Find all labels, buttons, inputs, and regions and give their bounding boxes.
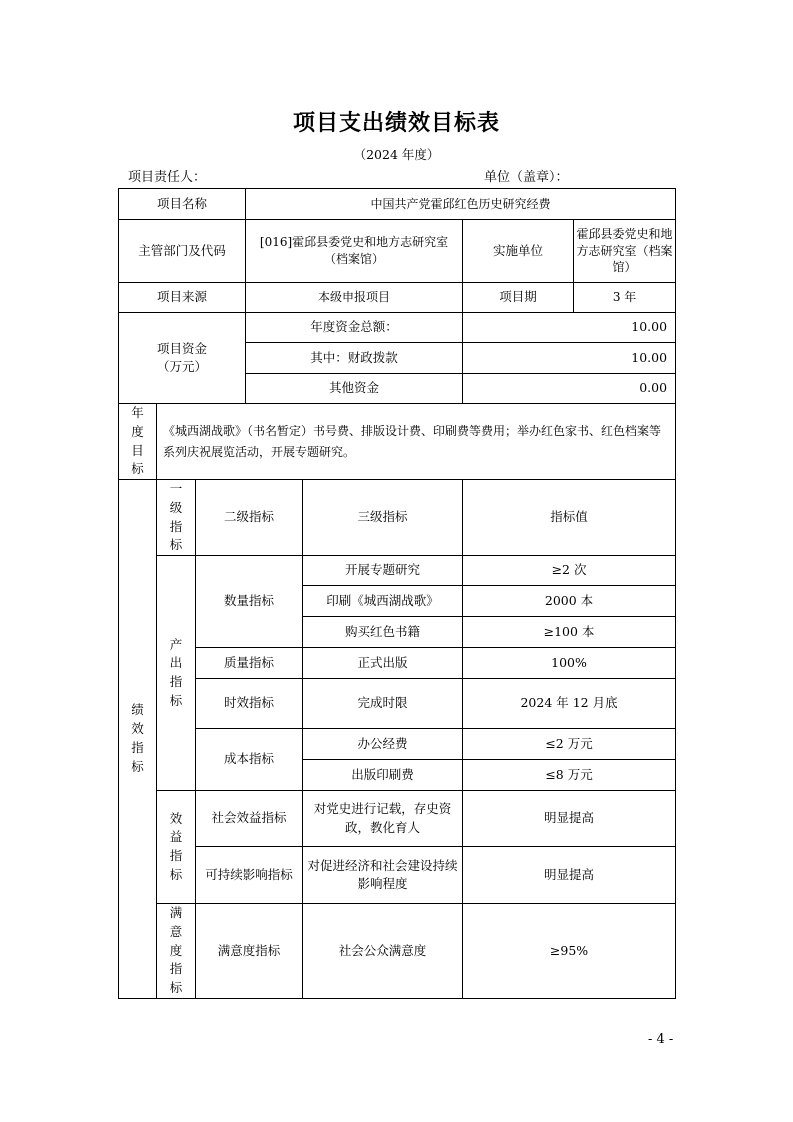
indicator-value-header: 指标值	[463, 480, 676, 556]
table-row-value: 2000 本	[463, 586, 676, 617]
cost-indicator-label: 成本指标	[196, 729, 303, 791]
table-row-value: ≥2 次	[463, 556, 676, 586]
project-source-label: 项目来源	[119, 283, 246, 313]
table-row-name: 正式出版	[303, 648, 463, 679]
page-number: - 4 -	[648, 1032, 674, 1047]
responsible-person-label: 项目责任人：	[128, 170, 207, 185]
table-row-value: 100%	[463, 648, 676, 679]
table-row-value: 明显提高	[463, 791, 676, 847]
benefit-indicators-label: 效益指标	[157, 791, 196, 904]
page-title: 项目支出绩效目标表	[292, 111, 500, 136]
level1-header: 一级指标	[157, 480, 196, 556]
fiscal-appropriation-value: 10.00	[463, 343, 676, 374]
fiscal-appropriation-label: 其中：财政拨款	[246, 343, 463, 374]
level2-header: 二级指标	[196, 480, 303, 556]
table-row-name: 社会公众满意度	[303, 904, 463, 999]
table-row-value: ≥100 本	[463, 617, 676, 648]
annual-total-value: 10.00	[463, 313, 676, 343]
table-row-name: 对促进经济和社会建设持续影响程度	[303, 847, 463, 904]
table-row-value: ≤2 万元	[463, 729, 676, 760]
project-name-value: 中国共产党霍邱红色历史研究经费	[246, 189, 676, 220]
table-row-value: ≥95%	[463, 904, 676, 999]
other-funds-label: 其他资金	[246, 374, 463, 404]
level3-header: 三级指标	[303, 480, 463, 556]
table-row-value: 2024 年 12 月底	[463, 679, 676, 729]
other-funds-value: 0.00	[463, 374, 676, 404]
table-row-value: 明显提高	[463, 847, 676, 904]
department-label: 主管部门及代码	[119, 220, 246, 283]
implementing-unit-value: 霍邱县委党史和地方志研究室（档案馆）	[574, 220, 676, 283]
output-indicators-label: 产出指标	[157, 556, 196, 791]
table-row-value: ≤8 万元	[463, 760, 676, 791]
table-row-name: 购买红色书籍	[303, 617, 463, 648]
annual-goal-label: 年度目标	[119, 404, 157, 480]
social-benefit-label: 社会效益指标	[196, 791, 303, 847]
quantity-indicator-label: 数量指标	[196, 556, 303, 648]
fiscal-year: （2024 年度）	[353, 147, 440, 162]
implementing-unit-label: 实施单位	[463, 220, 574, 283]
performance-target-table	[118, 188, 676, 999]
project-period-value: 3 年	[574, 283, 676, 313]
unit-seal-label: 单位（盖章）：	[484, 170, 569, 185]
table-row-name: 对党史进行记载，存史资政，教化育人	[303, 791, 463, 847]
project-period-label: 项目期	[463, 283, 574, 313]
sustainable-impact-label: 可持续影响指标	[196, 847, 303, 904]
table-row-name: 办公经费	[303, 729, 463, 760]
department-value: [016]霍邱县委党史和地方志研究室（档案馆）	[246, 220, 463, 283]
project-name-label: 项目名称	[119, 189, 246, 220]
project-funds-label: 项目资金（万元）	[119, 313, 246, 404]
table-row-name: 印刷《城西湖战歌》	[303, 586, 463, 617]
table-row-name: 完成时限	[303, 679, 463, 729]
annual-goal-text: 《城西湖战歌》（书名暂定）书号费、排版设计费、印刷费等费用；举办红色家书、红色档案等系列庆祝展览活动，开展专题研究。	[157, 404, 676, 480]
satisfaction-indicators-label: 满意度指标	[157, 904, 196, 999]
table-row-name: 开展专题研究	[303, 556, 463, 586]
timeliness-indicator-label: 时效指标	[196, 679, 303, 729]
quality-indicator-label: 质量指标	[196, 648, 303, 679]
project-source-value: 本级申报项目	[246, 283, 463, 313]
annual-total-label: 年度资金总额：	[246, 313, 463, 343]
satisfaction-indicator-label: 满意度指标	[196, 904, 303, 999]
performance-indicators-label: 绩效指标	[119, 480, 157, 999]
table-row-name: 出版印刷费	[303, 760, 463, 791]
